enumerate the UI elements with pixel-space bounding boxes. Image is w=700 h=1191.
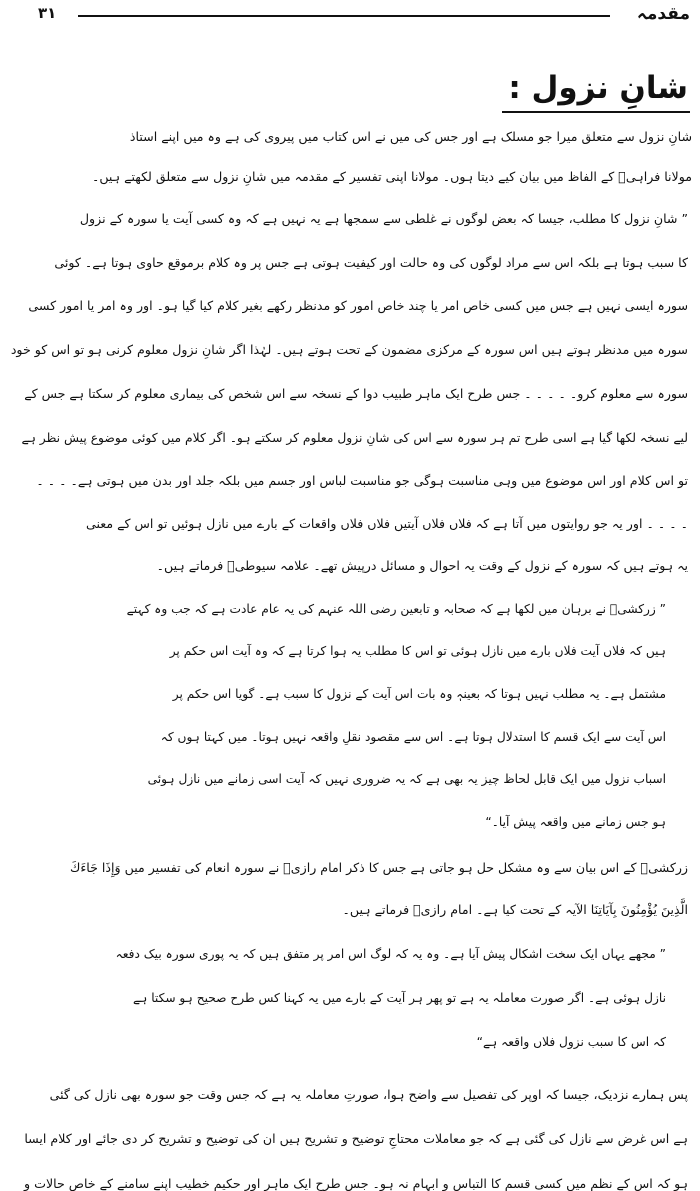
heading-underline (502, 111, 690, 113)
header-rule (78, 15, 610, 17)
text-line: ہے اس غرض سے نازل کی گئی ہے کہ جو معاملات محتاجِ توضیح و تشریح ہیں ان کی توضیح و تشریح کر دی جائے اور کلام ایسا (24, 1131, 688, 1147)
text-line: ” شانِ نزول کا مطلب، جیسا کہ بعض لوگوں نے غلطی سے سمجھا ہے یہ نہیں ہے کہ وہ کسی آیت یا سورہ کے نزول (79, 211, 688, 227)
section-heading-text: شانِ نزول : (508, 70, 688, 106)
page-header (0, 4, 700, 30)
text-line: یہ ہوتے ہیں کہ سورہ کے نزول کے وقت یہ احوال و مسائل درپیش تھے۔ علامہ سیوطیؒ فرماتے ہیں۔ (156, 558, 688, 574)
text-line: شانِ نزول سے متعلق میرا جو مسلک ہے اور جس کی میں نے اس کتاب میں پیروی کی ہے وہ میں اپنے استاذ (129, 128, 692, 144)
text-line: لیے نسخہ لکھا گیا ہے اسی طرح تم ہر سورہ سے اس کی شانِ نزول معلوم کر سکتے ہو۔ اگر کلام میں کوئی موضوع پیش نظر ہے (21, 431, 688, 446)
text-line: تو اس کلام اور اس موضوع میں وہی مناسبت ہوگی جو مناسبت لباس اور جسم میں بلکہ جلد اور بدن میں ہوتی ہے۔ ۔ ۔ ۔ (36, 472, 688, 488)
running-title: مقدمہ (636, 4, 690, 24)
quote-line: اسباب نزول میں ایک قابل لحاظ چیز یہ بھی ہے کہ یہ ضروری نہیں کہ آیت اسی زمانے میں نازل ہوئی (147, 772, 666, 787)
quote-line: اس آیت سے ایک قسم کا استدلال ہوتا ہے۔ اس سے مقصود نقلِ واقعہ نہیں ہوتا۔ میں کہتا ہوں کہ (160, 729, 666, 744)
text-line: کا سبب ہوتا ہے بلکہ اس سے مراد لوگوں کی وہ حالت اور کیفیت ہوتی ہے جس پر وہ کلام برموقع حاوی ہوتا ہے۔ کوئی (54, 255, 688, 271)
quote-line: ہیں کہ فلاں آیت فلاں بارے میں نازل ہوئی تو اس کا مطلب یہ ہوا کرتا ہے کہ وہ آیت اس حکم پر (169, 644, 666, 659)
quote-line: مشتمل ہے۔ یہ مطلب نہیں ہوتا کہ بعینہٖ وہ بات اس آیت کے نزول کا سبب ہے۔ گویا اس حکم پر (172, 687, 666, 702)
text-line: ہو کہ اس کے نظم میں کسی قسم کا التباس و ابہام نہ ہو۔ جس طرح ایک ماہر اور حکیم خطیب اپنے سامنے کے خاص حالات و (24, 1175, 688, 1191)
text-line: سورہ میں مدنظر ہوتے ہیں اس سورہ کے مرکزی مضمون کے تحت ہوتے ہیں۔ لہٰذا اگر شانِ نزول معلوم کرنی ہو تو اس کو خود (10, 342, 688, 358)
text-line: ۔ ۔ ۔ ۔ اور یہ جو روایتوں میں آتا ہے کہ فلاں فلاں آیتیں فلاں فلاں واقعات کے بارے میں نازل ہوئیں تو اس کے معنی (86, 515, 688, 531)
quote-line: ہو جس زمانے میں واقعہ پیش آیا۔“ (485, 814, 666, 829)
text-line: پس ہمارے نزدیک، جیسا کہ اوپر کی تفصیل سے واضح ہوا، صورتِ معاملہ یہ ہے کہ جس وقت جو سورہ بھی نازل کی گئی (49, 1087, 688, 1103)
page-number: ۳۱ (38, 4, 57, 22)
text-line: سورہ سے معلوم کرو۔ ۔ ۔ ۔ ۔ جس طرح ایک ماہر طبیب دوا کے نسخہ سے اس شخص کی بیماری معلوم کر سکتا ہے جس کے (24, 386, 688, 402)
section-heading (508, 70, 688, 106)
quote-line: ” زرکشیؒ نے برہان میں لکھا ہے کہ صحابہ و تابعین رضی اللہ عنہم کی یہ عام عادت ہے کہ جب وہ کہتے (126, 601, 666, 616)
text-line: زرکشیؒ کے اس بیان سے وہ مشکل حل ہو جاتی ہے جس کا ذکر امام رازیؒ نے سورہ انعام کی تفسیر میں وَإِذَا جَاءَكَ (69, 859, 688, 875)
text-line: الَّذِينَ يُؤْمِنُونَ بِآيَاتِنَا الآیہ کے تحت کیا ہے۔ امام رازیؒ فرماتے ہیں۔ (342, 902, 688, 918)
quote-line: کہ اس کا سبب نزول فلاں واقعہ ہے“ (476, 1035, 666, 1050)
text-line: مولانا فراہیؒ کے الفاظ میں بیان کیے دیتا ہوں۔ مولانا اپنی تفسیر کے مقدمہ میں شانِ نزول سے متعلق لکھتے ہیں۔ (91, 168, 692, 184)
quote-line: ” مجھے یہاں ایک سخت اشکال پیش آیا ہے۔ وہ یہ کہ لوگ اس امر پر متفق ہیں کہ یہ پوری سورہ بیک دفعہ (115, 947, 666, 962)
text-line: سورہ ایسی نہیں ہے جس میں کسی خاص امر یا چند خاص امور کو مدنظر رکھے بغیر کلام کیا گیا ہو۔ اور وہ امر یا امور کسی (28, 297, 688, 313)
quote-line: نازل ہوئی ہے۔ اگر صورت معاملہ یہ ہے تو پھر ہر آیت کے بارے میں یہ کہنا کس طرح صحیح ہو سکتا ہے (133, 991, 666, 1006)
